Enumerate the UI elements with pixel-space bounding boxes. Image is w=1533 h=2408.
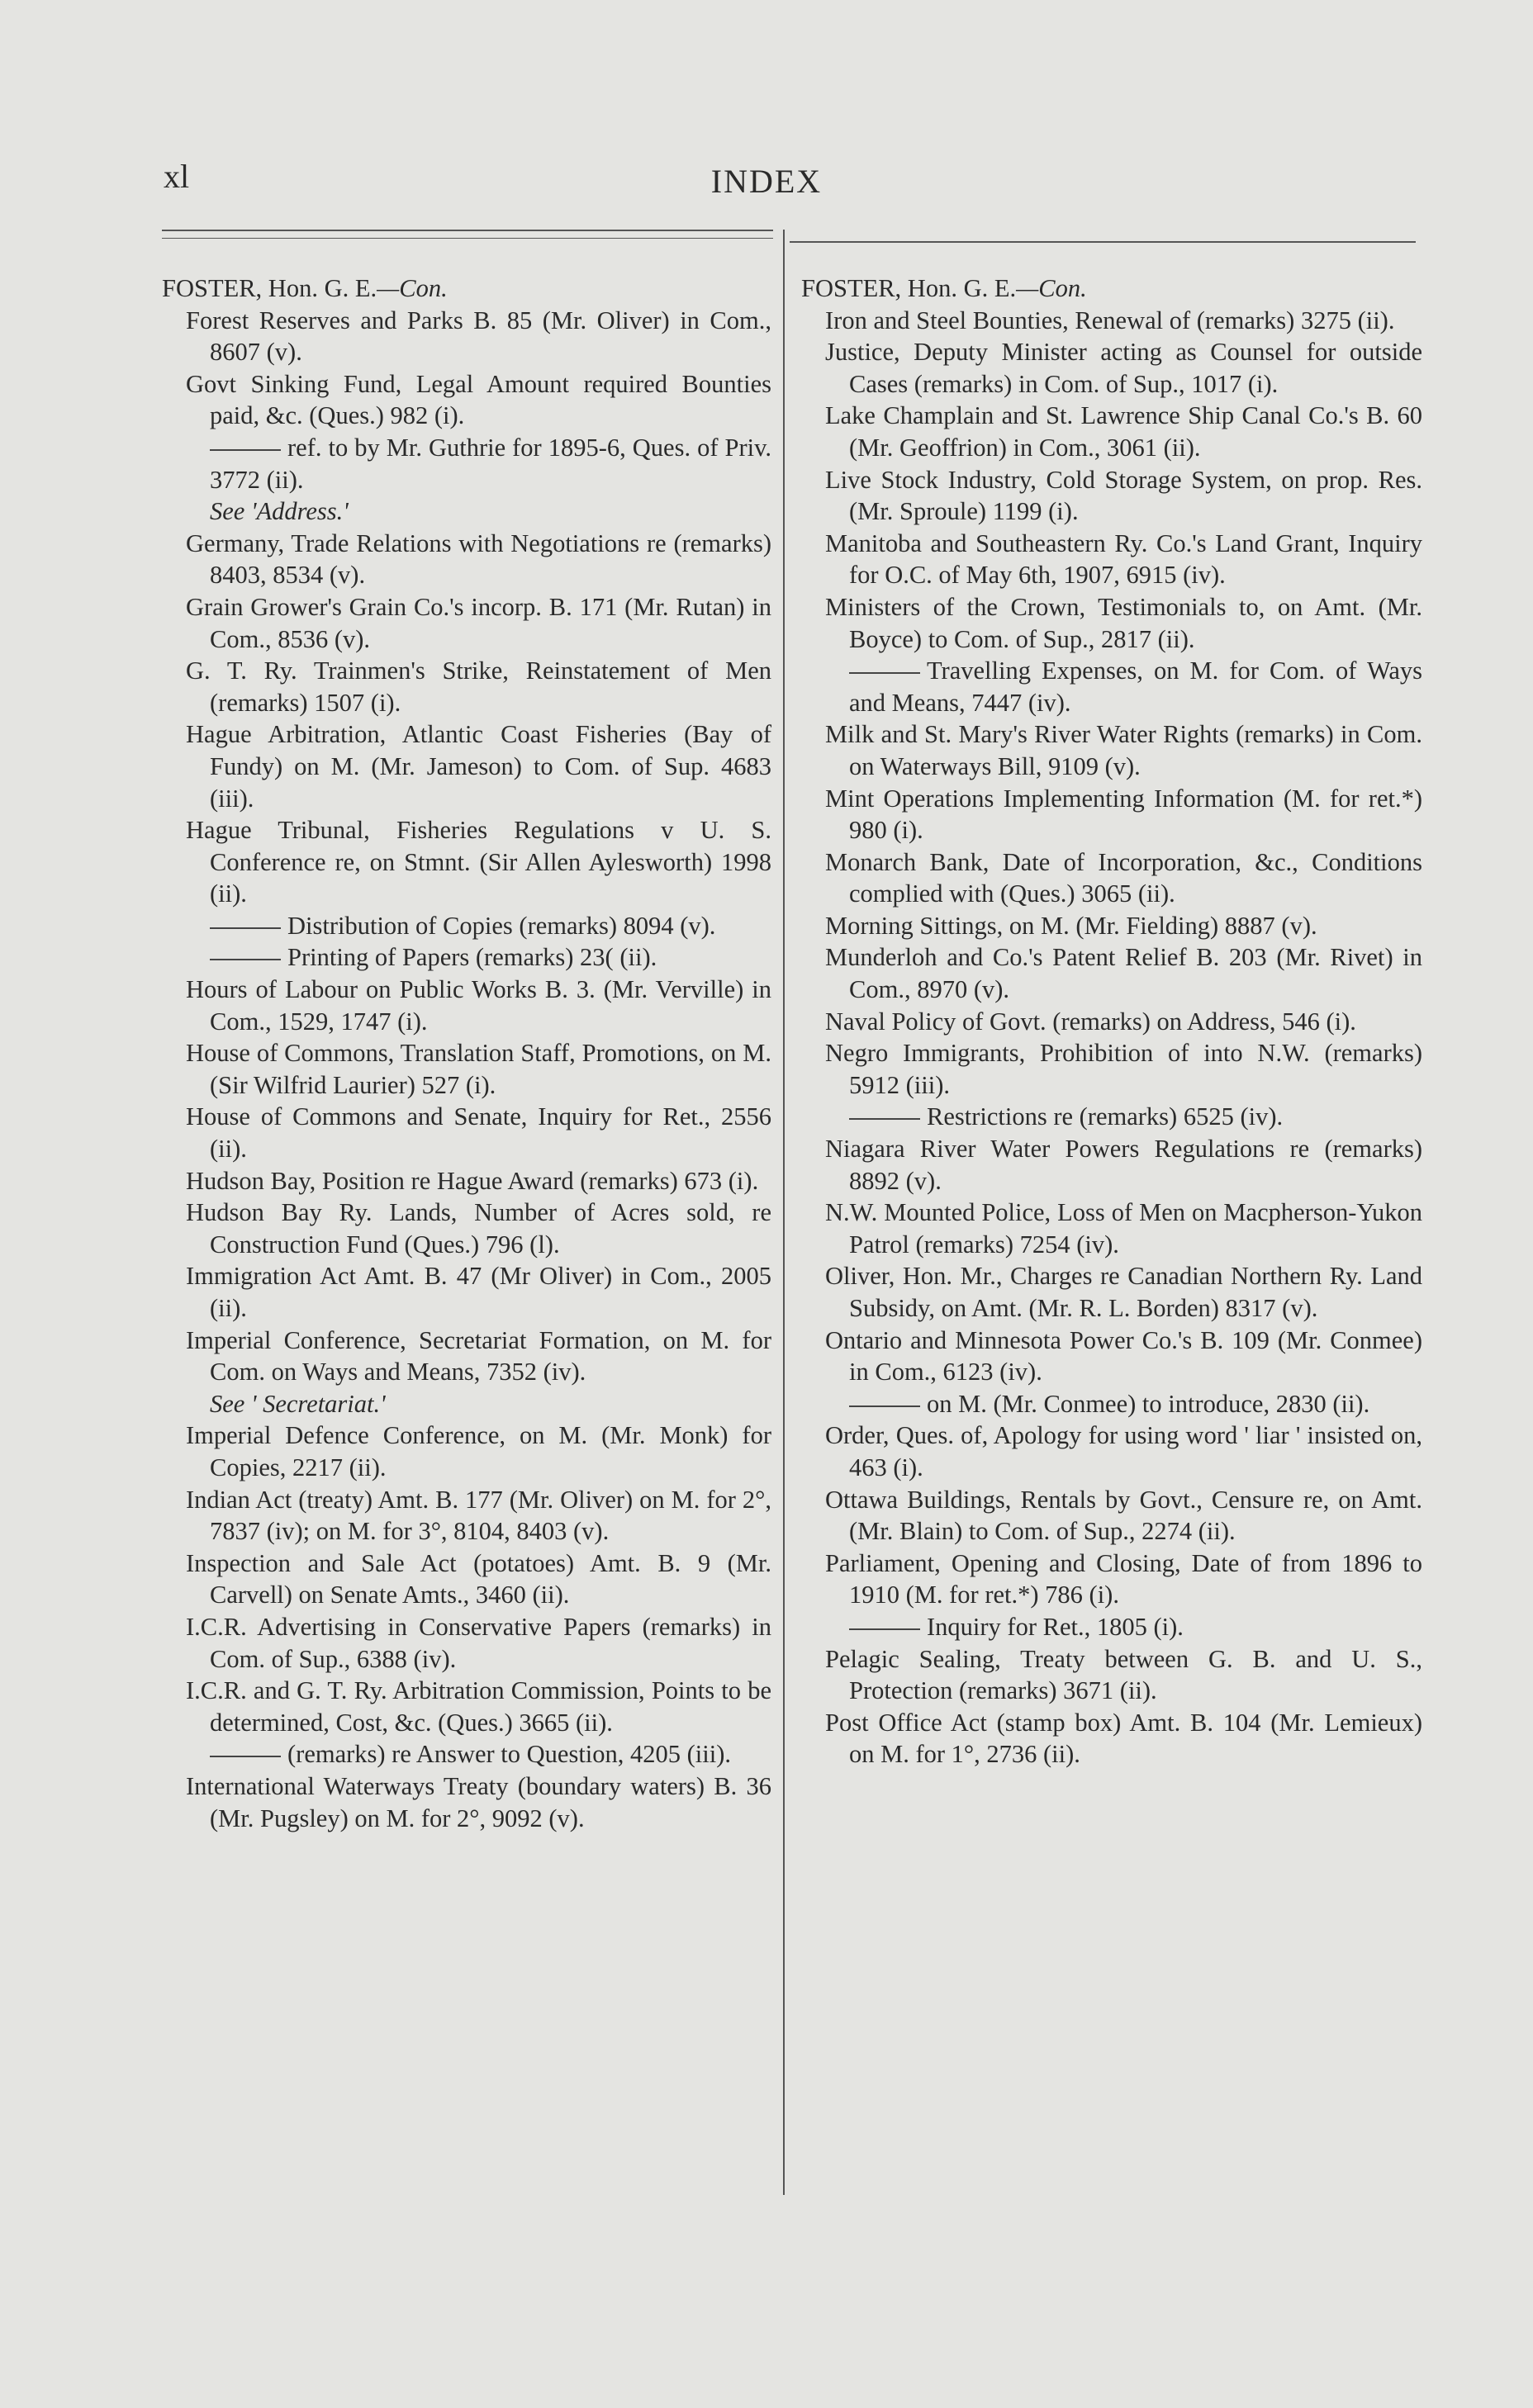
- ditto-dash: [849, 1118, 920, 1120]
- ditto-dash: [210, 959, 281, 960]
- ditto-dash: [210, 449, 281, 451]
- index-entry: [162, 814, 771, 910]
- index-entry: [162, 974, 771, 1037]
- entry-text: (remarks) re Answer to Question, 4205 (iii).: [287, 1740, 732, 1769]
- index-entry: [801, 464, 1422, 528]
- index-entry: [162, 1675, 771, 1738]
- index-subentry: [801, 655, 1422, 718]
- entry-text: I.C.R. Advertising in Conservative Papers (remarks) in Com. of Sup., 6388 (iv).: [186, 1612, 771, 1673]
- index-entry: [801, 528, 1422, 591]
- index-entry: [162, 305, 771, 368]
- entry-text: Hours of Labour on Public Works B. 3. (Mr. Verville) in Com., 1529, 1747 (i).: [186, 975, 771, 1036]
- header-rule-right: [790, 241, 1416, 243]
- index-column-right: [801, 273, 1422, 1770]
- index-entry: [801, 336, 1422, 400]
- index-entry: [801, 305, 1422, 337]
- column-heading: [801, 273, 1422, 305]
- entry-text: Morning Sittings, on M. (Mr. Fielding) 8887 (v).: [825, 911, 1317, 940]
- index-entry: [162, 1101, 771, 1164]
- entry-text: ref. to by Mr. Guthrie for 1895-6, Ques. of Priv. 3772 (ii).: [210, 433, 771, 494]
- entry-text: Inspection and Sale Act (potatoes) Amt. B. 9 (Mr. Carvell) on Senate Amts., 3460 (ii).: [186, 1548, 771, 1609]
- entry-text: Pelagic Sealing, Treaty between G. B. and U. S., Protection (remarks) 3671 (ii).: [825, 1644, 1422, 1705]
- index-subentry: [162, 432, 771, 495]
- entry-text: Indian Act (treaty) Amt. B. 177 (Mr. Oliver) on M. for 2°, 7837 (iv); on M. for 3°, 8104, 8403 (v).: [186, 1485, 771, 1546]
- entry-text: I.C.R. and G. T. Ry. Arbitration Commission, Points to be determined, Cost, &c. (Ques.) 3665 (ii).: [186, 1676, 771, 1737]
- entry-text: Immigration Act Amt. B. 47 (Mr Oliver) in Com., 2005 (ii).: [186, 1262, 771, 1322]
- index-entry: [801, 1260, 1422, 1324]
- entry-text: Niagara River Water Powers Regulations re (remarks) 8892 (v).: [825, 1135, 1422, 1195]
- index-entry: [801, 1643, 1422, 1707]
- index-subentry: [162, 1738, 771, 1770]
- entry-text: Oliver, Hon. Mr., Charges re Canadian Northern Ry. Land Subsidy, on Amt. (Mr. R. L. Borden) 8317 (v).: [825, 1262, 1422, 1322]
- entry-text: Restrictions re (remarks) 6525 (iv).: [927, 1102, 1284, 1131]
- entry-text: Monarch Bank, Date of Incorporation, &c., Conditions complied with (Ques.) 3065 (ii).: [825, 847, 1422, 908]
- entry-text: Justice, Deputy Minister acting as Counsel for outside Cases (remarks) in Com. of Sup., 1017 (i).: [825, 338, 1422, 398]
- entry-text: Ottawa Buildings, Rentals by Govt., Censure re, on Amt. (Mr. Blain) to Com. of Sup., 2274 (ii).: [825, 1485, 1422, 1546]
- index-entry: [801, 941, 1422, 1005]
- column-divider: [783, 230, 785, 2195]
- entry-text: International Waterways Treaty (boundary waters) B. 36 (Mr. Pugsley) on M. for 2°, 9092 (v).: [186, 1771, 771, 1832]
- entry-text: House of Commons and Senate, Inquiry for Ret., 2556 (ii).: [186, 1102, 771, 1164]
- entry-text: Parliament, Opening and Closing, Date of from 1896 to 1910 (M. for ret.*) 786 (i).: [825, 1548, 1422, 1609]
- entry-text: Negro Immigrants, Prohibition of into N.W. (remarks) 5912 (iii).: [825, 1039, 1422, 1099]
- heading-name: FOSTER, Hon. G. E.: [162, 274, 377, 302]
- index-entry: [162, 1770, 771, 1834]
- index-entry: [162, 1420, 771, 1483]
- see-reference: [162, 1388, 771, 1420]
- entry-text: Forest Reserves and Parks B. 85 (Mr. Oliver) in Com., 8607 (v).: [186, 306, 771, 367]
- index-entry: [162, 1260, 771, 1324]
- entry-text: Govt Sinking Fund, Legal Amount required Bounties paid, &c. (Ques.) 982 (i).: [186, 369, 771, 430]
- index-entry: [801, 1420, 1422, 1483]
- entry-text: Post Office Act (stamp box) Amt. B. 104 (Mr. Lemieux) on M. for 1°, 2736 (ii).: [825, 1708, 1422, 1769]
- entry-text: Imperial Conference, Secretariat Formation, on M. for Com. on Ways and Means, 7352 (iv).: [186, 1325, 771, 1386]
- index-entry: [801, 718, 1422, 782]
- header-rule-left-upper: [162, 230, 773, 231]
- index-entry: [162, 368, 771, 432]
- index-entry: [801, 1037, 1422, 1101]
- entry-text: Printing of Papers (remarks) 23( (ii).: [287, 943, 657, 972]
- entry-text: on M. (Mr. Conmee) to introduce, 2830 (ii).: [927, 1389, 1370, 1418]
- entry-text: Hudson Bay Ry. Lands, Number of Acres sold, re Construction Fund (Ques.) 796 (l).: [186, 1198, 771, 1259]
- index-entry: [162, 1484, 771, 1548]
- entry-text: Hague Arbitration, Atlantic Coast Fisheries (Bay of Fundy) on M. (Mr. Jameson) to Com. of Sup. 4683 (iii).: [186, 720, 771, 813]
- index-entry: [162, 1165, 771, 1197]
- entry-text: Travelling Expenses, on M. for Com. of Ways and Means, 7447 (iv).: [849, 657, 1422, 717]
- entry-text: Distribution of Copies (remarks) 8094 (v).: [287, 911, 716, 940]
- index-entry: [162, 718, 771, 814]
- index-subentry: [801, 1611, 1422, 1643]
- index-subentry: [801, 1101, 1422, 1133]
- entry-text: Lake Champlain and St. Lawrence Ship Canal Co.'s B. 60 (Mr. Geoffrion) in Com., 3061 (ii).: [825, 401, 1422, 462]
- index-entry: [162, 1197, 771, 1260]
- see-reference: [162, 495, 771, 528]
- index-entry: [801, 1707, 1422, 1770]
- entry-text: Grain Grower's Grain Co.'s incorp. B. 171 (Mr. Rutan) in Com., 8536 (v).: [186, 592, 771, 653]
- index-subentry: [162, 910, 771, 942]
- ditto-dash: [210, 927, 281, 929]
- ditto-dash: [849, 672, 920, 674]
- index-entry: [162, 655, 771, 718]
- header-rule-left-lower: [162, 238, 773, 239]
- entry-text: Ministers of the Crown, Testimonials to, on Amt. (Mr. Boyce) to Com. of Sup., 2817 (ii).: [825, 592, 1422, 653]
- index-entry: [162, 591, 771, 655]
- index-entry: [801, 910, 1422, 942]
- entry-text: Hague Tribunal, Fisheries Regulations v U. S. Conference re, on Stmnt. (Sir Allen Aylesworth) 1998 (ii).: [186, 816, 771, 908]
- index-entry: [801, 783, 1422, 846]
- entry-text: Naval Policy of Govt. (remarks) on Address, 546 (i).: [825, 1007, 1356, 1036]
- index-entry: [801, 846, 1422, 910]
- entry-text: N.W. Mounted Police, Loss of Men on Macpherson-Yukon Patrol (remarks) 7254 (iv).: [825, 1198, 1422, 1259]
- column-heading: [162, 273, 771, 305]
- ditto-dash: [210, 1756, 281, 1757]
- entry-text: Live Stock Industry, Cold Storage System, on prop. Res. (Mr. Sproule) 1199 (i).: [825, 465, 1422, 526]
- index-subentry: [162, 941, 771, 974]
- entry-text: Germany, Trade Relations with Negotiations re (remarks) 8403, 8534 (v).: [186, 529, 771, 590]
- entry-text: See ' Secretariat.': [210, 1389, 386, 1418]
- entry-text: Milk and St. Mary's River Water Rights (remarks) in Com. on Waterways Bill, 9109 (v).: [825, 720, 1422, 780]
- page-number: xl: [164, 158, 190, 195]
- index-column-left: [162, 273, 771, 1834]
- ditto-dash: [849, 1405, 920, 1407]
- entry-text: Iron and Steel Bounties, Renewal of (remarks) 3275 (ii).: [825, 306, 1395, 334]
- index-entry: [801, 1325, 1422, 1388]
- entry-text: House of Commons, Translation Staff, Promotions, on M. (Sir Wilfrid Laurier) 527 (i).: [186, 1039, 771, 1099]
- entry-text: Mint Operations Implementing Information (M. for ret.*) 980 (i).: [825, 784, 1422, 845]
- index-entry: [801, 1133, 1422, 1197]
- index-entry: [801, 1006, 1422, 1038]
- heading-suffix: —Con.: [377, 274, 448, 302]
- index-entry: [162, 1037, 771, 1101]
- entry-text: Order, Ques. of, Apology for using word ' liar ' insisted on, 463 (i).: [825, 1421, 1422, 1481]
- index-subentry: [801, 1388, 1422, 1420]
- index-entry: [801, 400, 1422, 463]
- page-title: INDEX: [710, 163, 823, 200]
- heading-name: FOSTER, Hon. G. E.: [801, 274, 1017, 302]
- entry-text: Munderloh and Co.'s Patent Relief B. 203 (Mr. Rivet) in Com., 8970 (v).: [825, 943, 1422, 1004]
- entry-text: Inquiry for Ret., 1805 (i).: [927, 1612, 1184, 1641]
- entry-text: Ontario and Minnesota Power Co.'s B. 109 (Mr. Conmee) in Com., 6123 (iv).: [825, 1325, 1422, 1386]
- entry-text: Hudson Bay, Position re Hague Award (remarks) 673 (i).: [186, 1166, 759, 1195]
- entry-text: Manitoba and Southeastern Ry. Co.'s Land Grant, Inquiry for O.C. of May 6th, 1907, 6915 (iv).: [825, 529, 1422, 590]
- index-entry: [162, 1548, 771, 1611]
- heading-suffix: —Con.: [1016, 274, 1087, 302]
- index-entry: [162, 528, 771, 591]
- index-entry: [801, 1197, 1422, 1260]
- index-entry: [162, 1325, 771, 1388]
- index-entry: [162, 1611, 771, 1675]
- index-entry: [801, 591, 1422, 655]
- ditto-dash: [849, 1628, 920, 1630]
- entry-text: G. T. Ry. Trainmen's Strike, Reinstatement of Men (remarks) 1507 (i).: [186, 657, 771, 717]
- index-entry: [801, 1484, 1422, 1548]
- index-entry: [801, 1548, 1422, 1611]
- entry-text: See 'Address.': [210, 497, 349, 526]
- entry-list: [801, 305, 1422, 1770]
- entry-text: Imperial Defence Conference, on M. (Mr. Monk) for Copies, 2217 (ii).: [186, 1421, 771, 1481]
- entry-list: [162, 305, 771, 1835]
